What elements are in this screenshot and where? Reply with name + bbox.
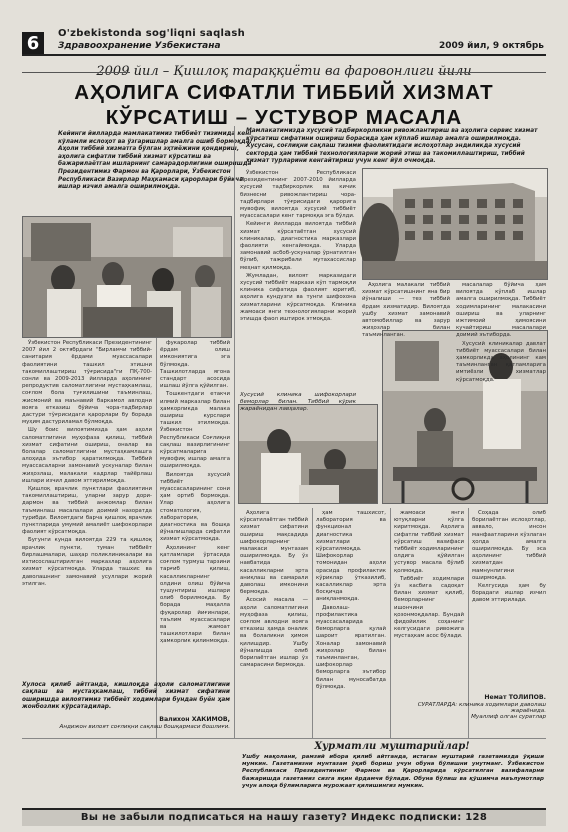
notice-text: Ушбу мақолани, рамзий ибора қилиб айтганда, истаган муштарий газетамизда ўқиши мумкин. Газетамизни мунтазам ўқиб бориш учун обуна бўлишни унутманг. Ўзбекистон Республикаси Президентининг Фармон ва Қарорларида кўрсатилган вазифаларни бажаришда газетамиз сизга яқин ёрдамчи бўлади. Обуна бўлиш ва қўшимча маълумотлар учун алоқа бўлимларига мурожаат қилишингиз мумкин. bbox=[242, 754, 544, 789]
author-name: Немат ТОЛИПОВ. bbox=[484, 694, 546, 701]
paper-name-latin: O'zbekistonda sog'liqni saqlash bbox=[58, 28, 245, 39]
paper-name-cyrillic: Здравоохранение Узбекистана bbox=[58, 41, 221, 51]
lead-paragraph-left: Кейинги йилларда мамлакатимиз тиббиёт тизимида кенг кўламли ислоҳот ва ўзгаришлар амалга ошиб бормоқда. Аҳоли тиббий хизматга бўлган эҳтиёжини қондириш, аҳолига сифатли тиббий хизмат кўрсатиш ва бажарилаётган ишларнинг самарадорлигини оширишда Президентимиз Фармон ва Қарорлари, Ўзбекистон Республикаси Вазирлар Маҳкамаси қарорлари бўйича ишлар изчил амалга оширилмоқда. bbox=[58, 131, 253, 191]
author-role: Андижон вилоят соғлиқни сақлаш бошқармаси бошлиғи. bbox=[59, 723, 230, 730]
text-column-7 bbox=[316, 510, 386, 736]
paragraph: масалалар бўйича ҳам вилоятда кўплаб ишлар амалга оширилмоқда. Тиббиёт ходимларининг малакасини ошириш ва уларнинг ижтимоий ҳимоясини кучайтириш масалалари доимий эътиборда. bbox=[456, 282, 546, 339]
author-signature-right bbox=[394, 694, 546, 720]
paragraph: ҳам ташхисот, лаборатория ва функционал диагностика хизматлари кўрсатилмоқда. Шифокорлар томонидан аҳоли орасида профилактик кўриклар ўтказилиб, касалликлар эрта босқичда аниқланмоқда. bbox=[316, 510, 386, 603]
text-column-8 bbox=[394, 510, 464, 690]
column-rule bbox=[156, 338, 157, 738]
photo-doctor-patient bbox=[238, 404, 378, 504]
paragraph: фукаролар тиббий ёрдам олиш имкониятига эга бўлмоқда. Ташкилотларда ягона стандарт асосида ишлаш йўлга қўйилган. bbox=[160, 340, 230, 390]
photo-credit: Муаллиф олган суратлар bbox=[471, 713, 546, 720]
paragraph: Даволаш-профилактика муассасаларида беморларга қулай шароит яратилган. Хоналар замонавий жиҳозлар билан таъминланган, шифокорлар беморларга эътибор билан муносабатда бўлмоқда. bbox=[316, 604, 386, 690]
paragraph: Бугунги кунда вилоятда 229 та қишлоқ врачлик пункти, туман тиббиёт бирлашмалари, шаҳар поликлиникалари ва ихтисослаштирилган марказлар аҳолига хизмат кўрсатмоқда. Уларда ташхис ва даволашнинг замонавий усуллари жорий этилган. bbox=[22, 537, 152, 587]
paragraph: Аҳолининг кенг қатламлари ўртасида соғлом турмуш тарзини тарғиб қилиш, касалликларнинг олдини олиш бўйича тушунтириш ишлари олиб борилмоқда. Бу борада маҳалла фуқаролар йиғинлари, таълим муассасалари ва жамоат ташкилотлари билан ҳамкорлик қилинмоқда. bbox=[160, 544, 230, 645]
text-column-4 bbox=[362, 282, 450, 339]
subscription-footer: Вы не забыли подписаться на нашу газету? Индекс подписки: 128 bbox=[22, 808, 546, 826]
text-column-2 bbox=[160, 340, 230, 678]
paragraph: Келгусида ҳам бу борадаги ишлар изчил давом эттирилади. bbox=[472, 583, 546, 604]
headline-line-2: КЎРСАТИШ – УСТУВОР МАСАЛА bbox=[105, 106, 463, 129]
paragraph: Кейинги йилларда вилоятда тиббий хизмат кўрсатаётган хусусий клиникалар, диагностика марказлари фаолияти кенгаймоқда. Уларда замонавий асбоб-ускуналар ўрнатилган бўлиб, тажрибали мутахассислар меҳнат қилмоқда. bbox=[240, 221, 356, 271]
section-rule bbox=[22, 738, 546, 739]
lead-paragraph-right: Мамлакатимизда хусусий тадбиркорликни ривожлантириш ва аҳолига сервис хизмат кўрсатиш сифатини ошириш борасида ҳам кўплаб ишлар амалга оширилмоқда. Хусусан, соғлиқни сақлаш тизими фаолиятидаги ислоҳотлар эндиликда хусусий секторда ҳам тиббий технологияларни жорий этиш ва такомиллаштириш, тиббий хизмат турларини кенгайтириш учун кенг йўл очмоқда. bbox=[246, 128, 538, 165]
text-column-1 bbox=[22, 340, 152, 678]
text-column-9 bbox=[472, 510, 546, 690]
masthead-rule bbox=[22, 54, 546, 56]
author-role: СУРАТЛАРДА: клиника ходимлари даволаш жараёнида. bbox=[417, 701, 546, 714]
photo-medical-staff bbox=[22, 216, 232, 338]
paragraph: Шу боис вилоятимизда ҳам аҳоли саломатлигини муҳофаза қилиш, тиббий хизмат сифатини ошириш, оналар ва болалар саломатлигини мустаҳкамлашга алоҳида эътибор қаратилмоқда. Тиббий муассасаларни замонавий ускуналар билан жиҳозлаш, малакали кадрлар тайёрлаш ишлари изчил давом эттирилмоқда. bbox=[22, 427, 152, 484]
paragraph: Жумладан, вилоят марказидаги хусусий тиббиёт маркази кўп тармоқли клиника сифатида фаолият юритиб, аҳолига кундузги ва тунги шифохона хизматларини кўрсатмоқда. Клиника жамоаси янги технологияларни жорий этишда фаол иштирок этмоқда. bbox=[240, 272, 356, 323]
headline-line-1: АҲОЛИГА СИФАТЛИ ТИББИЙ ХИЗМАТ bbox=[74, 81, 494, 104]
headline bbox=[22, 80, 546, 130]
author-name: Валихон ХАКИМОВ, bbox=[159, 716, 230, 723]
notice-title: Хурматли муштарийлар! bbox=[314, 741, 470, 752]
paragraph: Тиббиёт ходимлари ўз касбига садоқат билан хизмат қилиб, беморларнинг ишончини қозонмоқдалар. Бундай фидойилик соҳанинг келгусидаги ривожига мустаҳкам асос бўлади. bbox=[394, 575, 464, 640]
paragraph: Соҳада олиб борилаётган ислоҳотлар, аввало, инсон манфаатларини кўзлаган ҳолда амалга оширилмоқда. Бу эса аҳолининг тиббий хизматдан мамнунлигини оширмоқда. bbox=[472, 510, 546, 581]
paragraph: Аҳолига кўрсатилаётган тиббий хизмат сифатини ошириш мақсадида шифокорларнинг малакаси мунтазам оширилмоқда. Бу ўз навбатида касалликларни эрта аниқлаш ва самарали даволаш имконини бермоқда. bbox=[240, 510, 308, 596]
column-rule bbox=[234, 126, 235, 738]
paragraph: Аҳолига малакали тиббий хизмат кўрсатишнинг яна бир йўналиши — тез тиббий ёрдам хизматидир. Вилоятда ушбу хизмат замонавий автомобиллар ва зарур жиҳозлар билан таъминланган. bbox=[362, 282, 450, 339]
section-rubric: 2009 йил – Қишлоқ тараққиёти ва фаровонлиги йили bbox=[22, 64, 546, 79]
paragraph: Қишлоқ врачлик пунктлари фаолиятини такомиллаштириш, уларни зарур дори-дармон ва тиббий анжомлар билан таъминлаш масалалари доимий назоратда турибди. Вилоятдаги барча қишлоқ врачлик пунктларида умумий амалиёт шифокорлари фаолият кўрсатмоқда. bbox=[22, 486, 152, 536]
column-rule bbox=[312, 508, 313, 738]
text-column-3 bbox=[240, 170, 356, 398]
text-column-5 bbox=[456, 282, 546, 383]
paragraph: Ўзбекистон Республикаси Президентининг 2007-2010 йилларда хусусий тадбиркорлик ва кичик бизнесни ривожлантириш чора-тадбирлари тўғрисидаги қарорига мувофиқ вилоятда хусусий тиббиёт муассасалари кенг тармоққа эга бўлди. bbox=[240, 170, 356, 220]
paragraph: Ўзбекистон Республикаси Президентининг 2007 йил 2 октябрдаги "Бирламчи тиббий-санитария ёрдами муассасалари фаолиятини ташкил этишни такомиллаштириш тўғрисида"ги ПҚ-700-сонли ва 2009-2013 йилларда аҳолининг репродуктив саломатлигини мустаҳкамлаш, соғлом бола туғилишини таъминлаш, жисмоний ва маънавий баркамол авлодни вояга етказиш бўйича чора-тадбирлар дастури тўғрисидаги қарорлари бу борада муҳим дастуриламал бўлмоқда. bbox=[22, 340, 152, 426]
column-rule bbox=[390, 508, 391, 738]
paragraph: жамоаси янги ютуқларни қўлга киритмоқда. Аҳолига сифатли тиббий хизмат кўрсатиш вазифаси тиббиёт ходимларининг олдига қўйилган устувор масала бўлиб қолмоқда. bbox=[394, 510, 464, 574]
paragraph: Хусусий клиникалар давлат тиббиёт муассасалари билан ҳамкорликда аҳолининг кам таъминланган қатламларига имтиёзли хизматлар кўрсатмоқда. bbox=[456, 340, 546, 383]
text-column-6 bbox=[240, 510, 308, 736]
closing-note: Хулоса қилиб айтганда, кишлоқда аҳоли саломатлигини сақлаш ва мустаҳкамлаш, тиббий хизмат сифатини оширишда вилоятимиз тиббиёт ходимлари бундан буён ҳам жонбозлик кўрсатадилар. bbox=[22, 682, 230, 711]
paragraph: Асосий масала — аҳоли саломатлигини муҳофаза қилиш, соғлом авлодни вояга етказиш ҳамда оналик ва болаликни ҳимоя қилишдир. Ушбу йўналишда олиб борилаётган ишлар ўз самарасини бермоқда. bbox=[240, 597, 308, 669]
paragraph: Вилоятда хусусий тиббиёт муассасаларининг сони ҳам ортиб бормоқда. Улар аҳолига стоматология, лаборатория, диагностика ва бошқа йўналишларда сифатли хизмат кўрсатмоқда. bbox=[160, 471, 230, 543]
issue-date: 2009 йил, 9 октябрь bbox=[438, 41, 544, 51]
author-signature-left bbox=[22, 716, 230, 730]
page-number: 6 bbox=[22, 32, 44, 56]
photo-hospital-building bbox=[362, 168, 548, 280]
photo-caption: Хусусий клиника шифокорлари беморлар билан. Тиббий кўрик жараёнидан лавҳалар. bbox=[240, 392, 356, 412]
paragraph: Тошкентдаги етакчи илмий марказлар билан ҳамкорликда малака ошириш курслари ташкил этилмоқда. Ўзбекистон Республикаси Соғлиқни сақлаш вазирлигининг кўрсатмаларига мувофиқ ишлар амалга оширилмоқда. bbox=[160, 391, 230, 470]
